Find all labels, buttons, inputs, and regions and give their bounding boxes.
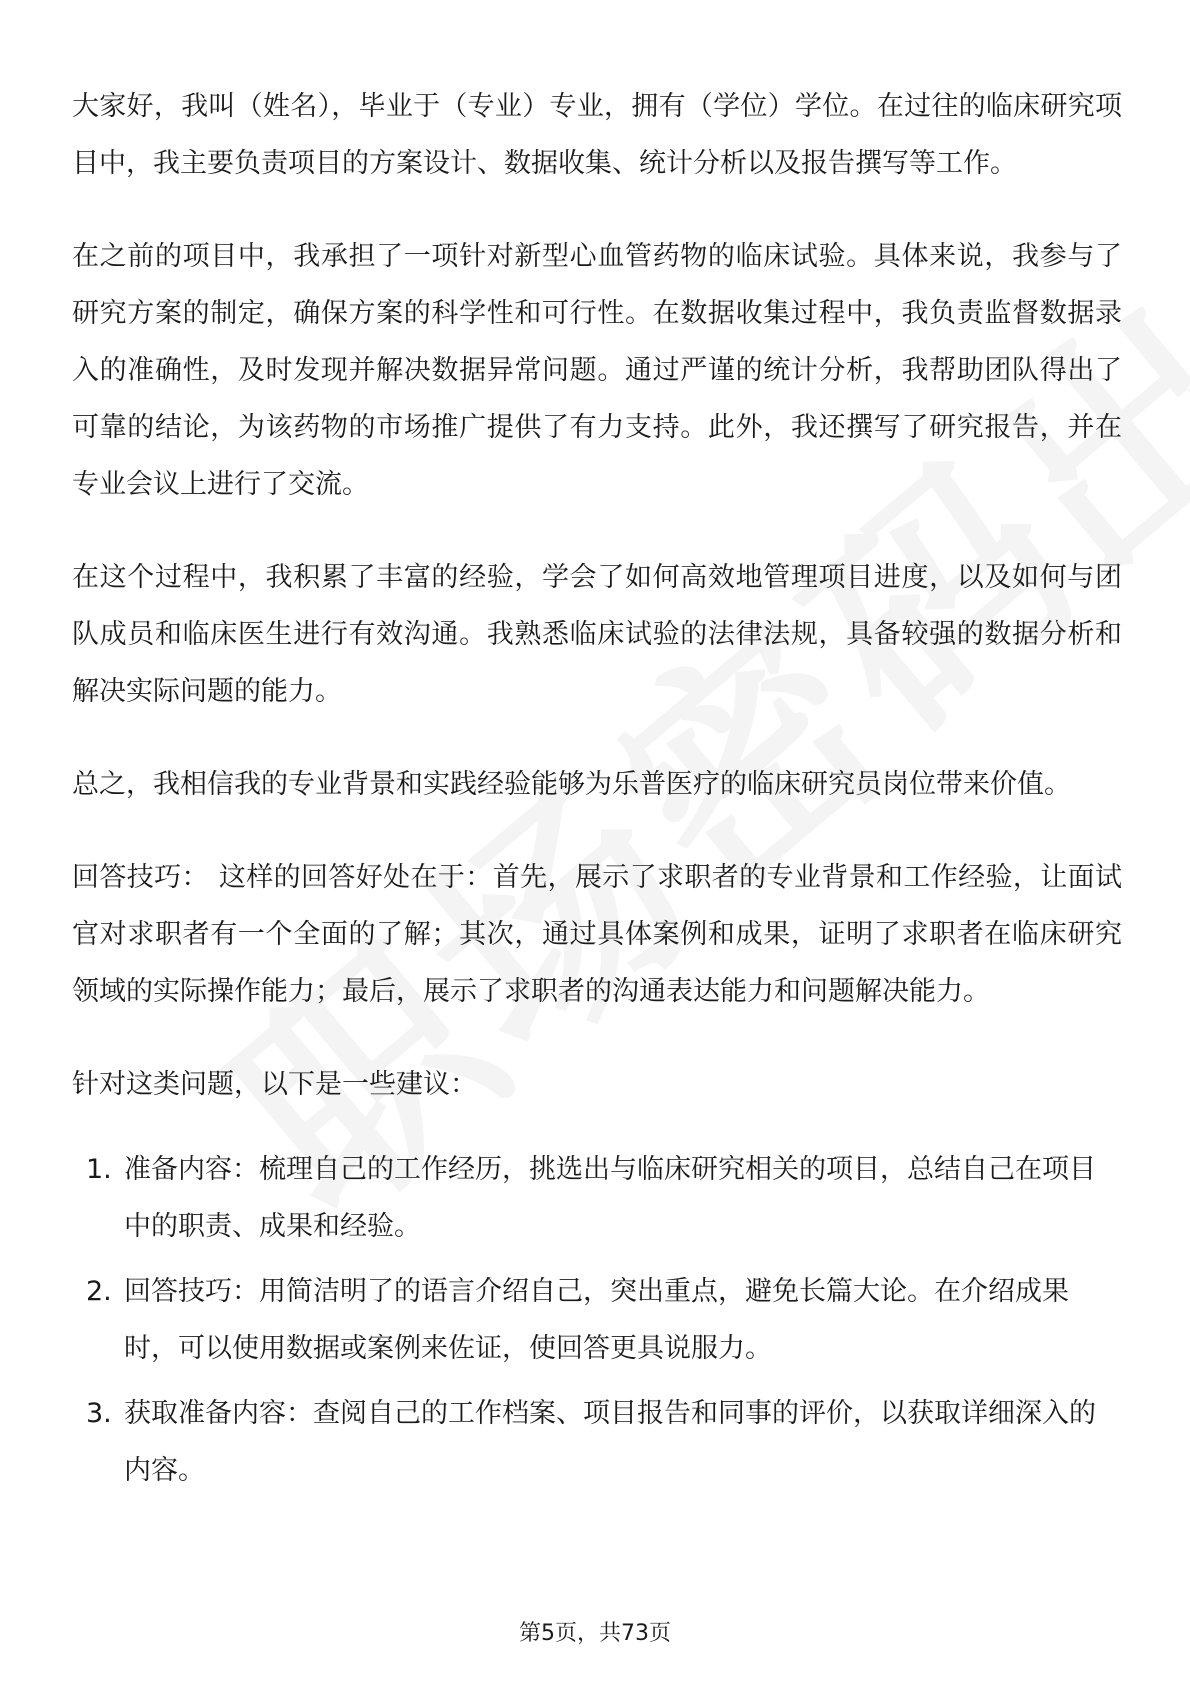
list-item (72, 1385, 1122, 1499)
paragraph-project: 在之前的项目中，我承担了一项针对新型心血管药物的临床试验。具体来说，我参与了研究方案的制定，确保方案的科学性和可行性。在数据收集过程中，我负责监督数据录入的准确性，及时发现并解决数据异常问题。通过严谨的统计分析，我帮助团队得出了可靠的结论，为该药物的市场推广提供了有力支持。此外，我还撰写了研究报告，并在专业会议上进行了交流。 (72, 241, 1122, 500)
list-item-text: 回答技巧：用简洁明了的语言介绍自己，突出重点，避免长篇大论。在介绍成果时，可以使用数据或案例来佐证，使回答更具说服力。 (124, 1276, 1069, 1364)
list-item-text: 获取准备内容：查阅自己的工作档案、项目报告和同事的评价，以获取详细深入的内容。 (124, 1398, 1096, 1486)
paragraph-conclusion: 总之，我相信我的专业背景和实践经验能够为乐普医疗的临床研究员岗位带来价值。 (72, 769, 1071, 800)
paragraph-experience: 在这个过程中，我积累了丰富的经验，学会了如何高效地管理项目进度，以及如何与团队成员和临床医生进行有效沟通。我熟悉临床试验的法律法规，具备较强的数据分析和解决实际问题的能力。 (72, 562, 1122, 707)
paragraph-intro: 大家好，我叫（姓名），毕业于（专业）专业，拥有（学位）学位。在过往的临床研究项目中，我主要负责项目的方案设计、数据收集、统计分析以及报告撰写等工作。 (72, 91, 1122, 179)
list-item (72, 1263, 1122, 1377)
answer-tip-label: 回答技巧： (72, 862, 209, 893)
list-item-number: 3. (86, 1398, 112, 1429)
list-item (72, 1141, 1122, 1255)
page-number: 第5页，共73页 (519, 1621, 671, 1646)
answer-tip-text: 这样的回答好处在于：首先，展示了求职者的专业背景和工作经验，让面试官对求职者有一个全面的了解；其次，通过具体案例和成果，证明了求职者在临床研究领域的实际操作能力；最后，展示了求职者的沟通表达能力和问题解决能力。 (72, 862, 1123, 1007)
suggestions-list (72, 1141, 1122, 1499)
list-item-text: 准备内容：梳理自己的工作经历，挑选出与临床研究相关的项目，总结自己在项目中的职责、成果和经验。 (124, 1154, 1096, 1242)
list-item-number: 1. (86, 1154, 112, 1185)
list-item-number: 2. (86, 1276, 112, 1307)
document-body (72, 78, 1122, 1507)
answer-tip (72, 849, 1122, 1020)
suggestions-intro: 针对这类问题，以下是一些建议： (72, 1069, 477, 1100)
